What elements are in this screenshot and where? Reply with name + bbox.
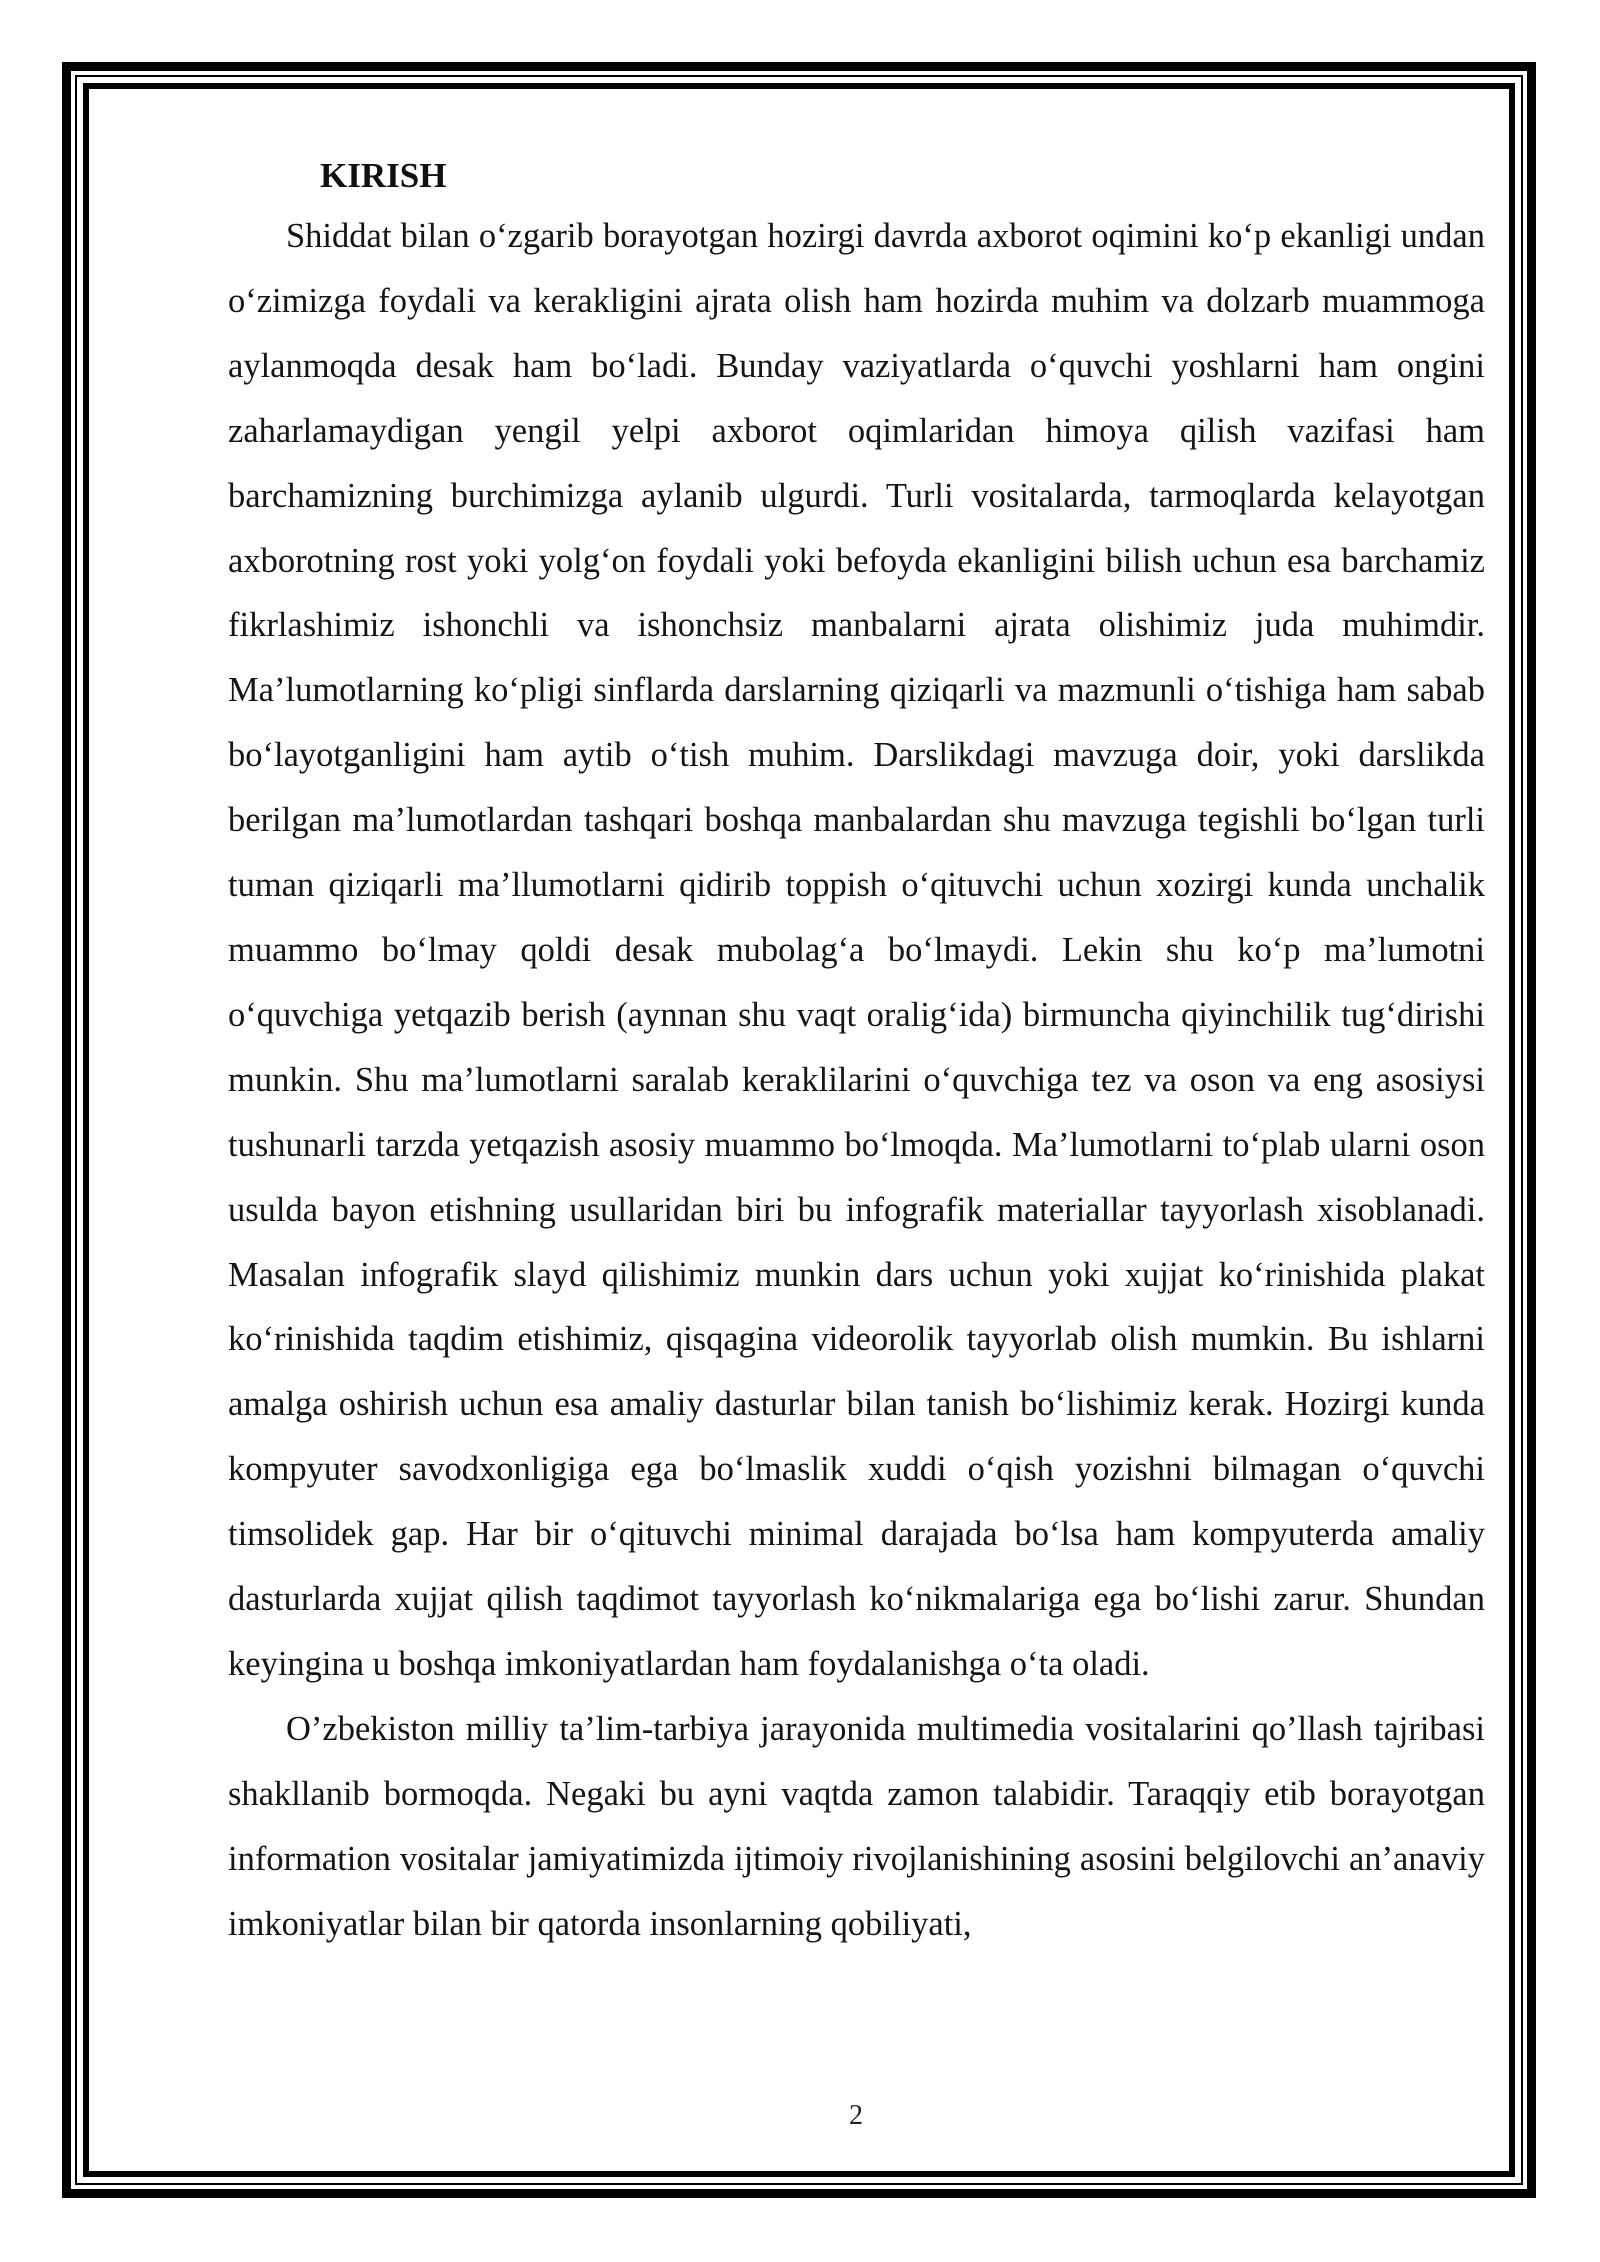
page-number: 2 (849, 2100, 863, 2131)
paragraph-1: Shiddat bilan o‘zgarib borayotgan hozirgi davrda axborot oqimini ko‘p ekanligi undan o‘zimizga foydali va kerakligini ajrata olish ham hozirda muhim va dolzarb muammoga aylanmoqda desak ham bo‘ladi. Bunday vaziyatlarda o‘quvchi yoshlarni ham ongini zaharlamaydigan yengil yelpi axborot oqimlaridan himoya qilish vazifasi ham barchamizning burchimizga aylanib ulgurdi. Turli vositalarda, tarmoqlarda kelayotgan axborotning rost yoki yolg‘on foydali yoki befoyda ekanligini bilish uchun esa barchamiz fikrlashimiz ishonchli va ishonchsiz manbalarni ajrata olishimiz juda muhimdir. Ma’lumotlarning ko‘pligi sinflarda darslarning qiziqarli va mazmunli o‘tishiga ham sabab bo‘layotganligini ham aytib o‘tish muhim. Darslikdagi mavzuga doir, yoki darslikda berilgan ma’lumotlardan tashqari boshqa manbalardan shu mavzuga tegishli bo‘lgan turli tuman qiziqarli ma’llumotlarni qidirib toppish o‘qituvchi uchun xozirgi kunda unchalik muammo bo‘lmay qoldi desak mubolag‘a bo‘lmaydi. Lekin shu ko‘p ma’lumotni o‘quvchiga yetqazib berish (aynnan shu vaqt oralig‘ida) birmuncha qiyinchilik tug‘dirishi munkin. Shu ma’lumotlarni saralab keraklilarini o‘quvchiga tez va oson va eng asosiysi tushunarli tarzda yetqazish asosiy muammo bo‘lmoqda. Ma’lumotlarni to‘plab ularni oson usulda bayon etishning usullaridan biri bu infografik materiallar tayyorlash xisoblanadi. Masalan infografik slayd qilishimiz munkin dars uchun yoki xujjat ko‘rinishida plakat ko‘rinishida taqdim etishimiz, qisqagina videorolik tayyorlab olish mumkin. Bu ishlarni amalga oshirish uchun esa amaliy dasturlar bilan tanish bo‘lishimiz kerak. Hozirgi kunda kompyuter savodxonligiga ega bo‘lmaslik xuddi o‘qish yozishni bilmagan o‘quvchi timsolidek gap. Har bir o‘qituvchi minimal darajada bo‘lsa ham kompyuterda amaliy dasturlarda xujjat qilish taqdimot tayyorlash ko‘nikmalariga ega bo‘lishi zarur. Shundan keyingina u boshqa imkoniyatlardan ham foydalanishga o‘ta oladi. (228, 217, 1485, 1683)
section-heading: KIRISH (320, 156, 447, 195)
document-body (228, 148, 1485, 1956)
paragraph-2: O’zbekiston milliy ta’lim-tarbiya jarayonida multimedia vositalarini qo’llash tajribasi shakllanib bormoqda. Negaki bu ayni vaqtda zamon talabidir. Taraqqiy etib borayotgan information vositalar jamiyatimizda ijtimoiy rivojlanishining asosini belgilovchi an’anaviy imkoniyatlar bilan bir qatorda insonlarning qobiliyati, (228, 1709, 1485, 1943)
